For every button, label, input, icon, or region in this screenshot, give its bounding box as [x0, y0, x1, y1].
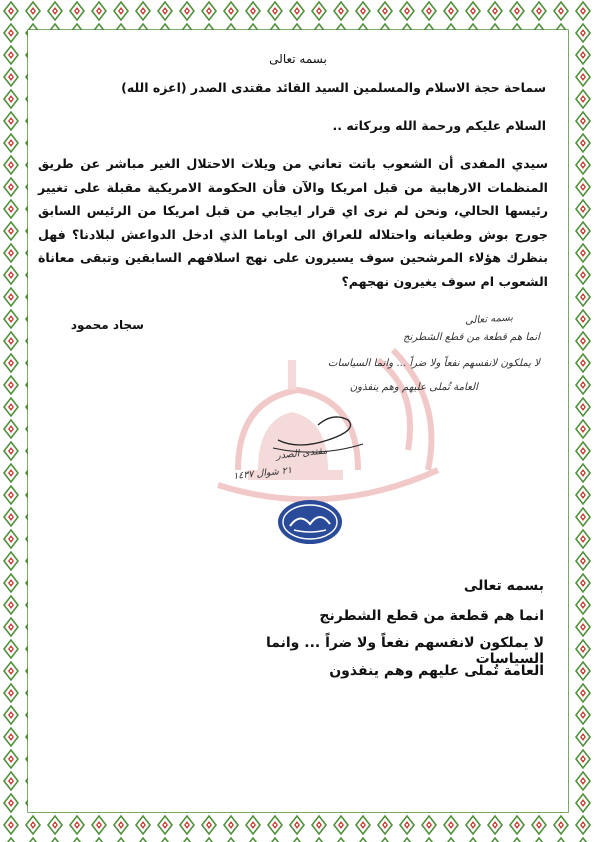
letter-page: [28, 30, 568, 812]
sender-name: سجاد محمود: [70, 318, 144, 332]
typed-reply-line: العامة تُملى عليهم وهم ينفذون: [329, 663, 544, 679]
seal-stamp-icon: [276, 498, 344, 546]
typed-basmala: بسمه تعالى: [463, 578, 544, 594]
letter-basmala: بسمه تعالى: [269, 52, 327, 66]
addressee-line: سماحة حجة الاسلام والمسلمين السيد القائد مقتدى الصدر (اعزه الله): [121, 80, 546, 95]
typed-reply-line: لا يملكون لانفسهم نفعاً ولا ضراً ... وانما السياسات: [265, 635, 544, 667]
signature-name: مقتدى الصدر: [275, 445, 328, 462]
signature-date: ٢١ شوال ١٤٣٧: [232, 464, 293, 483]
typed-reply-line: انما هم قطعة من قطع الشطرنج: [319, 608, 544, 624]
handwritten-basmala: بسمه تعالى: [464, 312, 514, 327]
greeting-line: السلام عليكم ورحمة الله وبركاته ..: [332, 118, 546, 133]
letter-body: سيدي المفدى أن الشعوب باتت تعاني من ويلات الاحتلال الغير مباشر عن طريق المنظمات الارهابية من قبل امريكا والآن فأن الحكومة الامريكية مقبلة على تغيير رئيسها الحالي، ونحن لم نرى اي قرار ايجابي من قبل امريكا من الرئيس السابق جورج بوش وطغيانه واحتلاله للعراق الى اوباما الذي ادخل الدواعش لبلادنا؟ فهل بنظرك هؤلاء المرشحين سوف يسيرون على نهج اسلافهم السابقين وتبقى معاناة الشعوب ام سوف يغيرون نهجهم؟: [38, 156, 548, 289]
handwritten-line: العامة تُملى عليهم وهم ينفذون: [349, 382, 478, 393]
handwritten-line: انما هم قطعة من قطع الشطرنج: [403, 332, 540, 343]
handwritten-line: لا يملكون لانفسهم نفعاً ولا ضراً ... وانما السياسات: [327, 358, 540, 369]
